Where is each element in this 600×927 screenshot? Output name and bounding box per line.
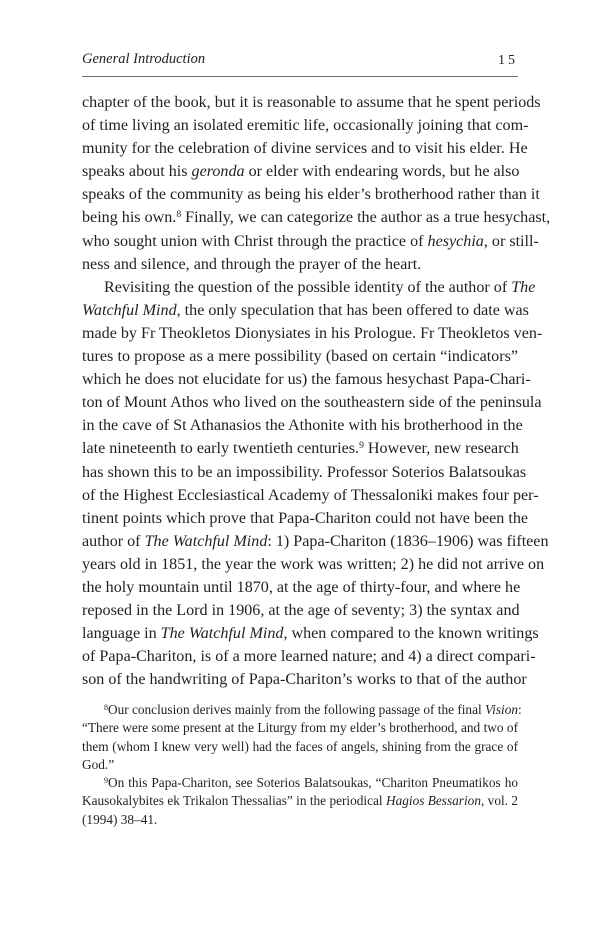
paragraph-1 [82,91,551,276]
text-line: the holy mountain until 1870, at the age of thirty-four, and where he [82,578,521,596]
text-line: of the Highest Ecclesiastical Academy of Thessaloniki makes four per- [82,486,539,504]
text-line: tinent points which prove that Papa-Chariton could not have been the [82,509,529,527]
italic-text: The Watchful Mind [160,625,284,643]
footnote-line: God.” [82,756,115,772]
text-line: ness and silence, and through the prayer of the heart. [82,255,422,273]
text-line: speaks about his geronda or elder with endearing words, but he also [82,163,520,181]
text-line: of Papa-Chariton, is of a more learned nature; and 4) a direct compari- [82,648,536,666]
text-line: of time living an isolated eremitic life, occasionally joining that com- [82,117,529,135]
text-line: ton of Mount Athos who lived on the southeastern side of the peninsula [82,394,542,412]
text-line: speaks of the community as being his elder’s brotherhood rather than it [82,186,540,204]
text-line: who sought union with Christ through the practice of hesychia, or still- [82,232,539,250]
footnotes [82,701,522,829]
text-line: has shown this to be an impossibility. Professor Soterios Balatsoukas [82,463,527,481]
italic-text: The [511,278,536,296]
footnote-line: $^8$Our conclusion derives mainly from the following passage of the final Vision: [104,702,522,717]
footnote-number: 8 [104,702,108,712]
text-line: made by Fr Theokletos Dionysiates in his Prologue. Fr Theokletos ven- [82,324,543,342]
text-line: which he does not elucidate for us) the famous hesychast Papa-Chari- [82,371,531,389]
footnote-ref-8[interactable]: 8 [176,209,182,221]
italic-text: geronda [191,163,245,181]
text-line: language in The Watchful Mind, when compared to the known writings [82,625,539,643]
text-line: munity for the celebration of divine services and to visit his elder. He [82,140,528,158]
italic-text: Hagios Bessarion [386,793,481,809]
text-line: tures to propose as a mere possibility (based on certain “indicators” [82,348,518,366]
header-rule [82,76,518,77]
page-number: 15 [498,53,518,68]
footnote-line: $^9$On this Papa-Chariton, see Soterios Balatsoukas, “Chariton Pneumatikos ho [104,775,518,791]
footnote-line: Kausokalybites ek Trikalon Thessalias” in the periodical Hagios Bessarion, vol. 2 [82,793,519,809]
text-line: years old in 1851, the year the work was written; 2) he did not arrive on [82,555,545,573]
text-line: late nineteenth to early twentieth centuries.$^9$ However, new research [82,440,519,458]
text-line: son of the handwriting of Papa-Chariton’s works to that of the author [82,671,527,689]
text-line: author of The Watchful Mind: 1) Papa-Chariton (1836–1906) was fifteen [82,532,549,550]
italic-text: hesychia [427,232,484,250]
footnote-9 [82,774,518,829]
footnote-line: (1994) 38–41. [82,811,158,827]
italic-text: Vision [485,702,519,717]
page-header [82,50,518,74]
italic-text: The Watchful Mind [144,532,268,550]
footnote-number: 9 [104,775,108,785]
text-line: reposed in the Lord in 1906, at the age of seventy; 3) the syntax and [82,602,520,620]
text-line: being his own.$^8$ Finally, we can categorize the author as a true hesychast, [82,209,551,227]
paragraph-2 [82,276,549,692]
text-line: Revisiting the question of the possible identity of the author of The [104,278,536,296]
footnote-ref-9[interactable]: 9 [359,440,364,452]
footnote-line: them (whom I knew very well) had the faces of angels, shining from the grace of [82,738,518,754]
body-text [82,91,551,691]
footnote-8 [82,701,522,774]
running-head: General Introduction [82,51,206,67]
text-line: in the cave of St Athanasios the Athonite with his brotherhood in the [82,417,523,435]
italic-text: Watchful Mind [82,301,177,319]
footnote-line: “There were some present at the Liturgy from my elder’s brotherhood, and two of [82,720,518,736]
text-line: chapter of the book, but it is reasonable to assume that he spent periods [82,94,541,111]
text-line: Watchful Mind, the only speculation that has been offered to date was [82,301,529,319]
